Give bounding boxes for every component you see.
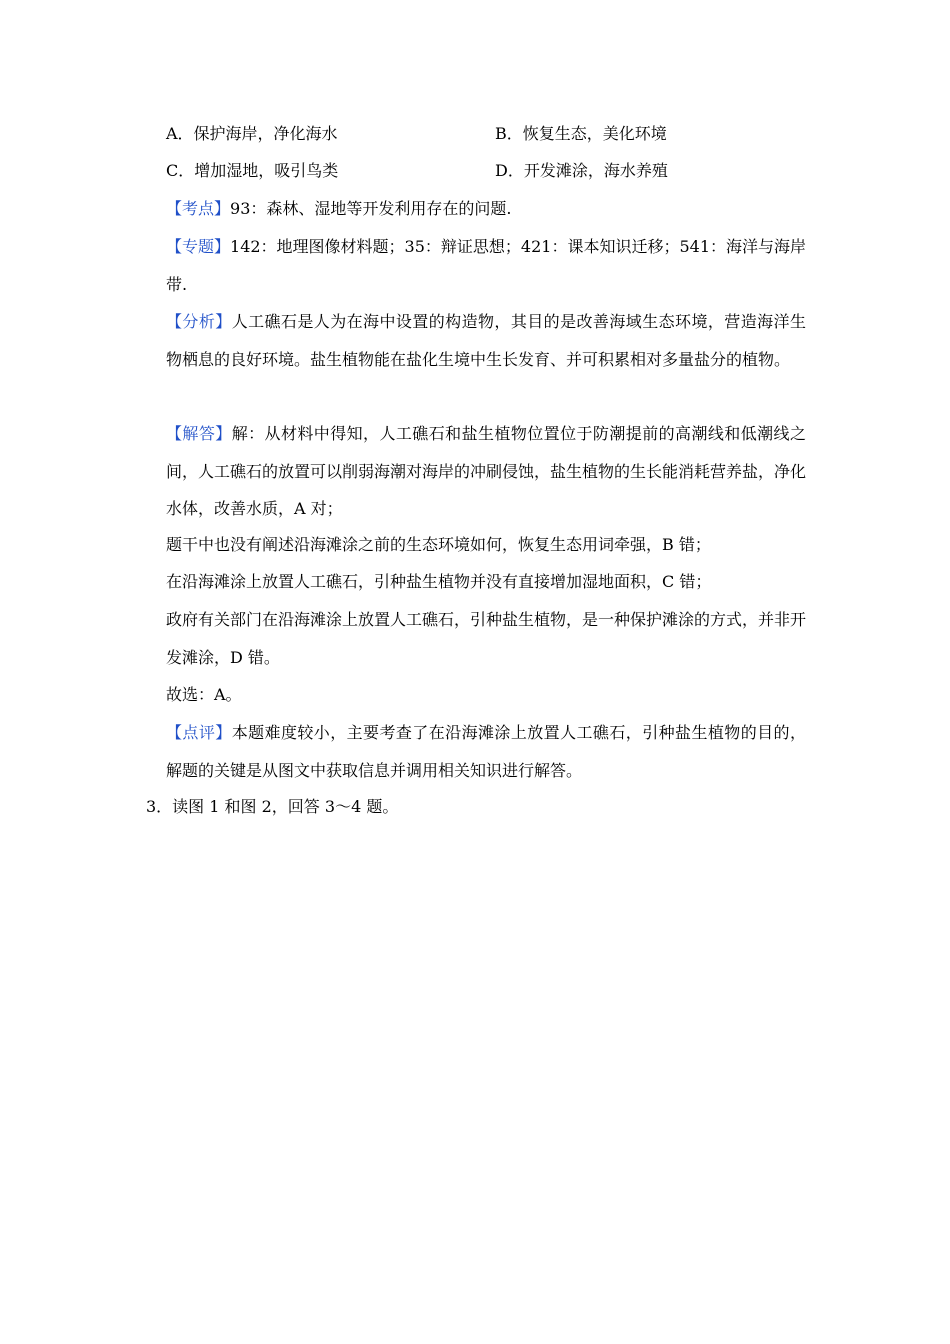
kaodian-text: 93：森林、湿地等开发利用存在的问题. bbox=[230, 199, 512, 218]
options-row-ab bbox=[166, 122, 806, 146]
fenxi-tag: 【分析】 bbox=[166, 312, 232, 331]
dianping-tag: 【点评】 bbox=[166, 723, 232, 742]
option-c: C．增加湿地，吸引鸟类 bbox=[166, 161, 339, 180]
zhuanti-section bbox=[166, 228, 806, 303]
option-b: B．恢复生态，美化环境 bbox=[495, 124, 667, 143]
zhuanti-text: 142：地理图像材料题；35：辩证思想；421：课本知识迁移；541：海洋与海岸带. bbox=[166, 237, 806, 294]
jieda-line-c: 在沿海滩涂上放置人工礁石，引种盐生植物并没有直接增加湿地面积，C 错； bbox=[166, 572, 712, 591]
fenxi-section bbox=[166, 303, 806, 378]
zhuanti-tag: 【专题】 bbox=[166, 237, 231, 256]
jieda-text: 解：从材料中得知，人工礁石和盐生植物位置位于防潮提前的高潮线和低潮线之间，人工礁石的放置可以削弱海潮对海岸的冲刷侵蚀，盐生植物的生长能消耗营养盐，净化水体，改善水质，A 对； bbox=[166, 424, 807, 518]
kaodian-section bbox=[166, 197, 806, 221]
jieda-line-b: 题干中也没有阐述沿海滩涂之前的生态环境如何，恢复生态用词牵强，B 错； bbox=[166, 535, 711, 554]
kaodian-tag: 【考点】 bbox=[166, 199, 231, 218]
answer-line: 故选：A。 bbox=[166, 685, 242, 704]
jieda-line-d: 政府有关部门在沿海滩涂上放置人工礁石，引种盐生植物，是一种保护滩涂的方式，并非开发滩涂，D 错。 bbox=[166, 610, 807, 667]
jieda-tag: 【解答】 bbox=[166, 424, 232, 443]
next-question: 3．读图 1 和图 2，回答 3～4 题。 bbox=[146, 797, 399, 816]
option-a: A．保护海岸，净化海水 bbox=[166, 124, 338, 143]
option-d: D．开发滩涂，海水养殖 bbox=[495, 161, 668, 180]
jieda-section bbox=[166, 415, 806, 528]
options-row-cd bbox=[166, 159, 806, 183]
dianping-text: 本题难度较小，主要考查了在沿海滩涂上放置人工礁石，引种盐生植物的目的，解题的关键是从图文中获取信息并调用相关知识进行解答。 bbox=[166, 723, 806, 780]
fenxi-text: 人工礁石是人为在海中设置的构造物，其目的是改善海域生态环境，营造海洋生物栖息的良好环境。盐生植物能在盐化生境中生长发育、并可积累相对多量盐分的植物。 bbox=[166, 312, 806, 369]
dianping-section bbox=[166, 714, 806, 789]
